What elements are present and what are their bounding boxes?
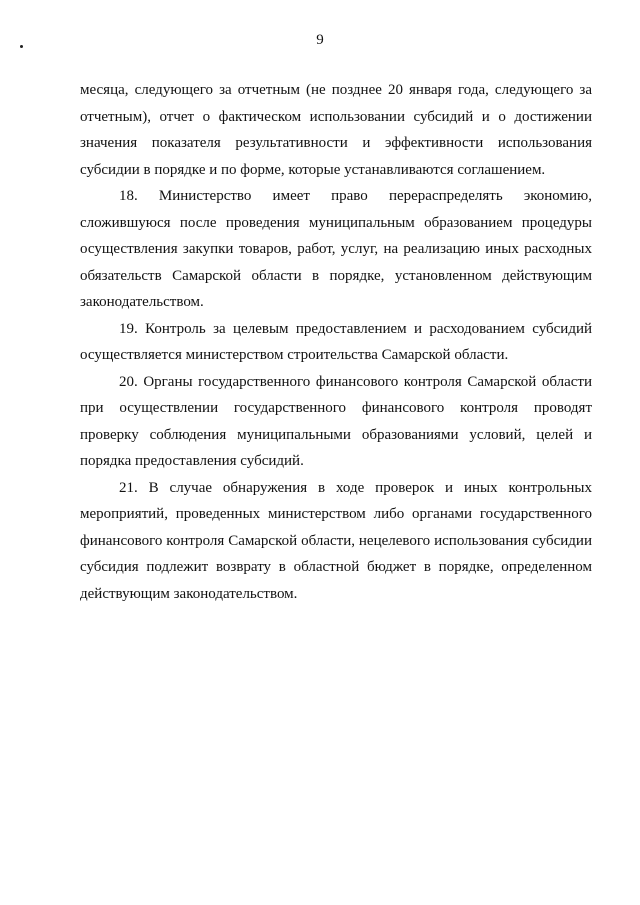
document-body [80, 77, 592, 607]
page-number: 9 [316, 32, 324, 48]
paragraph-item-21: 21. В случае обнаружения в ходе проверок и иных контрольных мероприятий, проведенных министерством либо органами государственного финансового контроля Самарской области, нецелевого использования субсидии субсидия подлежит возврату в областной бюджет в порядке, определенном действующим законодательством. [80, 479, 592, 602]
paragraph-item-19: 19. Контроль за целевым предоставлением и расходованием субсидий осуществляется министерством строительства Самарской области. [80, 320, 592, 363]
paragraph-continuation: месяца, следующего за отчетным (не позднее 20 января года, следующего за отчетным), отчет о фактическом использовании субсидий и о достижении значения показателя результативности и эффективности использования субсидии в порядке и по форме, которые устанавливаются соглашением. [80, 82, 592, 178]
paragraph-item-20: 20. Органы государственного финансового контроля Самарской области при осуществлении государственного финансового контроля проводят проверку соблюдения муниципальными образованиями условий, целей и порядка предоставления субсидий. [80, 373, 592, 469]
paragraph-item-18: 18. Министерство имеет право перераспределять экономию, сложившуюся после проведения муниципальным образованием процедуры осуществления закупки товаров, работ, услуг, на реализацию иных расходных обязательств Самарской области в порядке, установленном действующим законодательством. [80, 188, 592, 310]
